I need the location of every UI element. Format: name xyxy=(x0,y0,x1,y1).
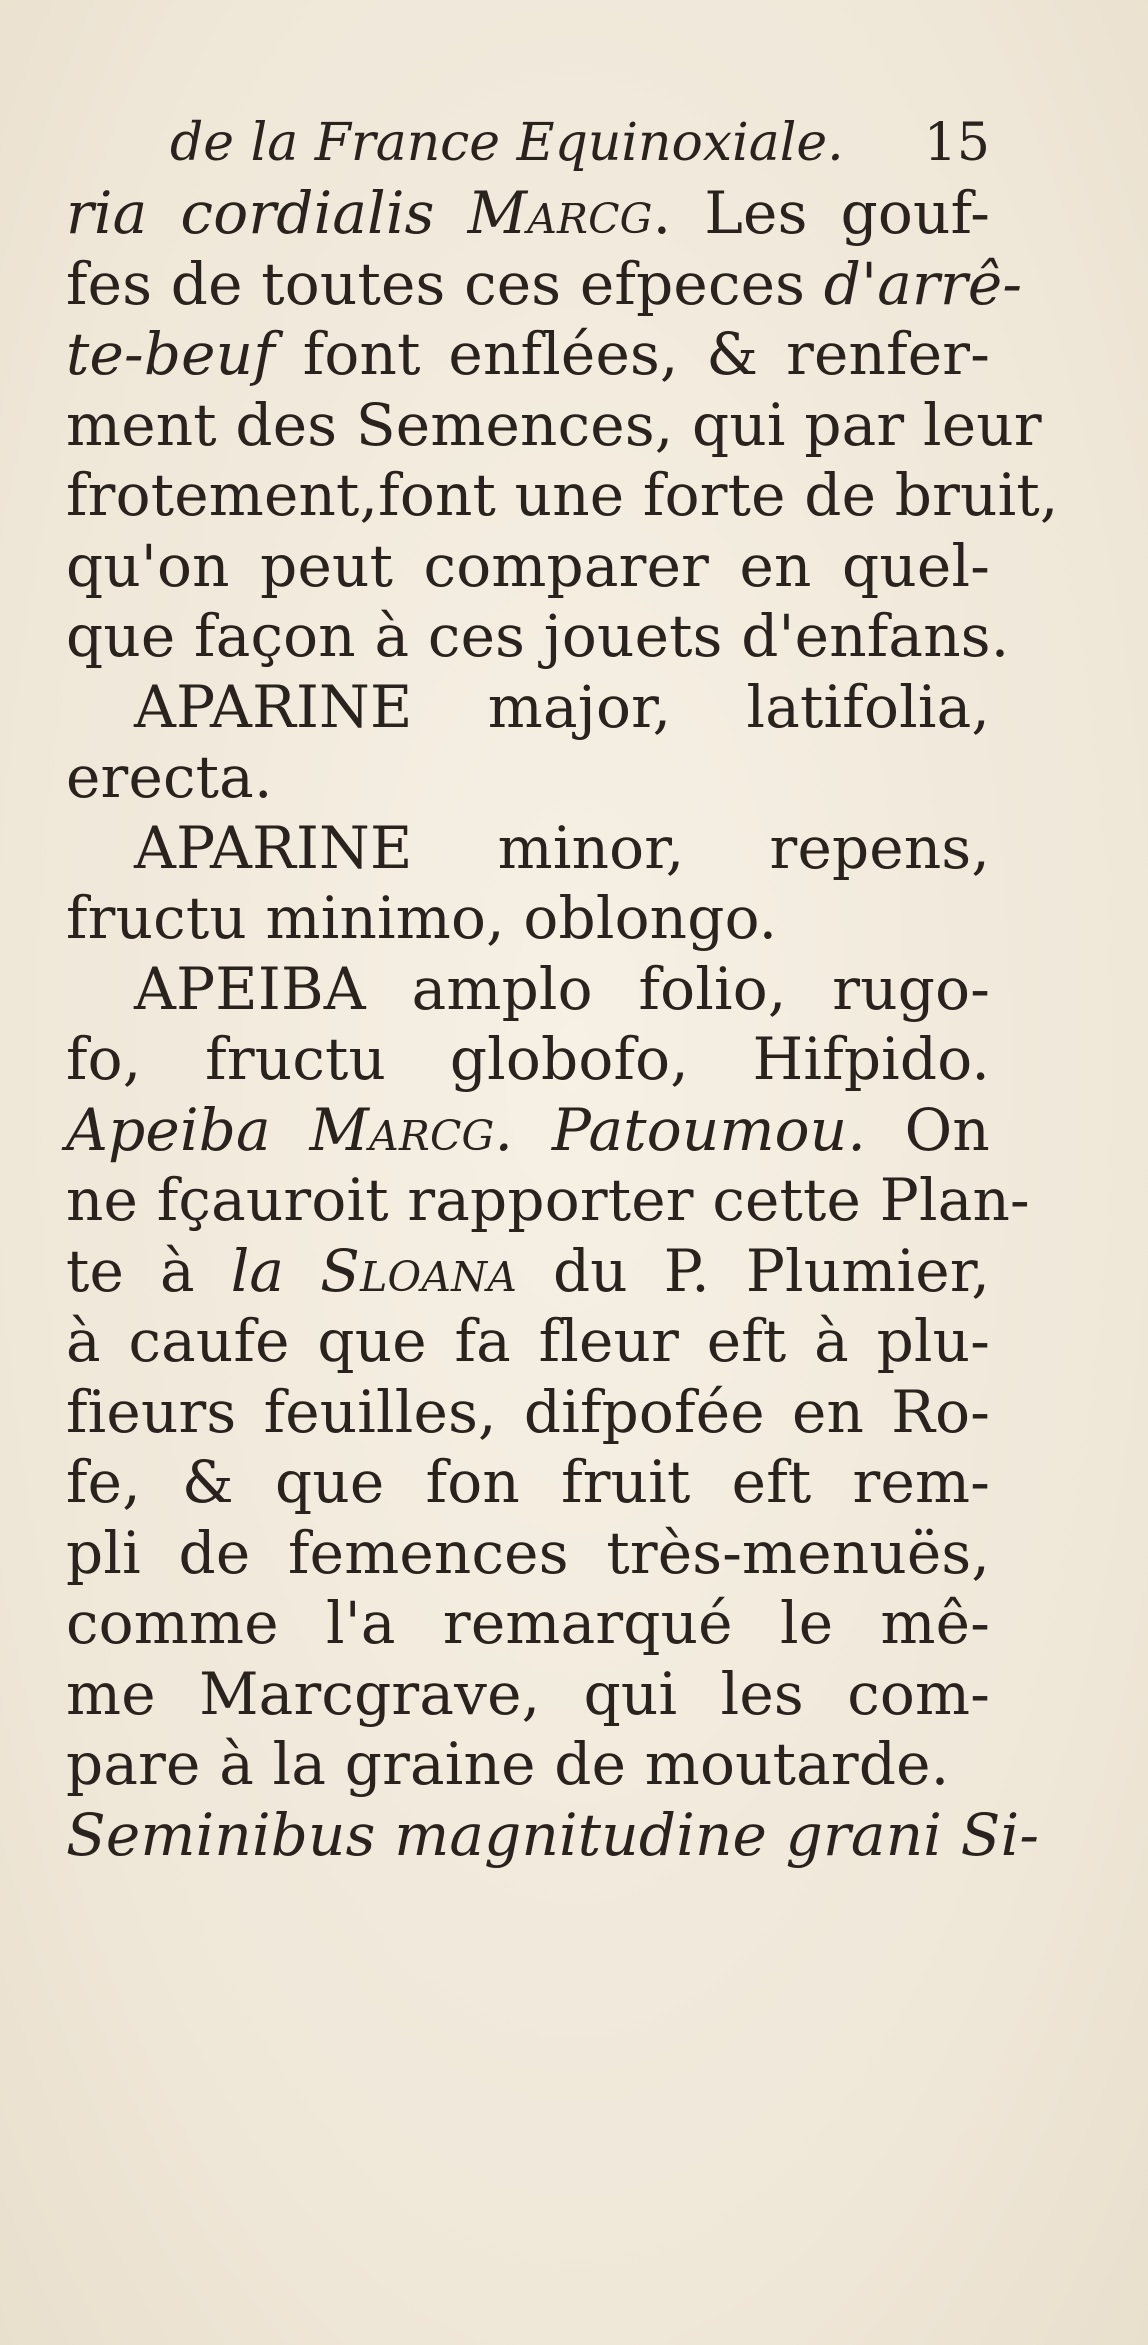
text-line xyxy=(66,883,990,954)
text-line xyxy=(66,1447,990,1518)
text-segment: la xyxy=(230,1236,321,1305)
text-segment: fructu minimo, oblongo. xyxy=(66,884,778,952)
text-line xyxy=(66,249,1023,320)
text-line xyxy=(66,1095,990,1166)
entry-heading-line xyxy=(66,672,990,743)
text-segment: comme l'a remarqué le mê- xyxy=(66,1589,990,1657)
text-segment: te à xyxy=(66,1236,231,1305)
text-line xyxy=(66,178,990,249)
text-segment: APARINE major, latifolia, xyxy=(134,672,990,741)
text-line xyxy=(66,460,1059,531)
text-segment: pare à la graine de moutarde. xyxy=(66,1730,950,1798)
text-line xyxy=(66,319,990,390)
text-segment: font enflées, & renfer- xyxy=(274,320,990,388)
text-segment: fes de toutes ces efpeces xyxy=(66,249,824,318)
text-line xyxy=(66,1588,990,1659)
text-segment: me Marcgrave, qui les com- xyxy=(66,1659,990,1728)
text-segment: . Patoumou. xyxy=(494,1095,866,1164)
text-segment: fieurs feuilles, difpofée en Ro- xyxy=(66,1377,990,1446)
text-segment: . Les gouf- xyxy=(652,179,991,247)
text-segment: que façon à ces jouets d'enfans. xyxy=(66,602,1010,670)
text-line xyxy=(66,1165,1030,1236)
text-line xyxy=(66,1800,1040,1871)
entry-heading-line xyxy=(66,954,990,1025)
text-segment: te-beuf xyxy=(66,320,275,388)
text-segment: qu'on peut comparer en quel- xyxy=(66,531,990,600)
text-line xyxy=(66,531,990,602)
body-text xyxy=(66,178,1059,1870)
text-segment: du P. Plumier, xyxy=(517,1236,991,1305)
text-line xyxy=(66,742,990,813)
text-segment: à caufe que fa fleur eft à plu- xyxy=(66,1307,990,1375)
text-segment: erecta. xyxy=(66,743,273,811)
page-number: 15 xyxy=(923,113,990,173)
text-line xyxy=(66,1659,990,1730)
text-segment: On xyxy=(865,1095,990,1164)
text-segment: Marcg xyxy=(309,1095,495,1164)
text-segment: Marcg xyxy=(467,179,653,247)
text-segment: APEIBA amplo folio, rugo- xyxy=(134,954,990,1023)
text-segment: ne fçauroit rapporter cette Plan- xyxy=(66,1166,1030,1234)
text-line xyxy=(66,1518,990,1589)
text-line xyxy=(66,1024,990,1095)
text-segment: frotement,font une forte de bruit, xyxy=(66,461,1059,529)
page-header xyxy=(170,108,990,178)
text-line xyxy=(66,601,1010,672)
text-segment: d'arrê- xyxy=(823,249,1023,318)
entry-heading-line xyxy=(66,813,990,884)
text-line xyxy=(66,1729,990,1800)
text-line xyxy=(66,1236,990,1307)
text-segment: ment des Semences, qui par leur xyxy=(66,390,1042,459)
running-title: de la France Equinoxiale. xyxy=(170,113,844,173)
text-segment: pli de femences très-menuës, xyxy=(66,1518,990,1587)
text-line xyxy=(66,1377,990,1448)
text-segment: fo, fructu globofo, Hifpido. xyxy=(66,1025,990,1093)
text-segment: Apeiba xyxy=(66,1095,310,1164)
text-segment: fe, & que fon fruit eft rem- xyxy=(66,1448,990,1516)
text-segment: Seminibus magnitudine grani Si- xyxy=(66,1800,1040,1869)
text-line xyxy=(66,1306,990,1377)
text-line xyxy=(66,390,1042,461)
text-segment: ria cordialis xyxy=(66,179,468,247)
text-segment: Sloana xyxy=(320,1236,518,1305)
text-segment: APARINE minor, repens, xyxy=(134,813,990,882)
